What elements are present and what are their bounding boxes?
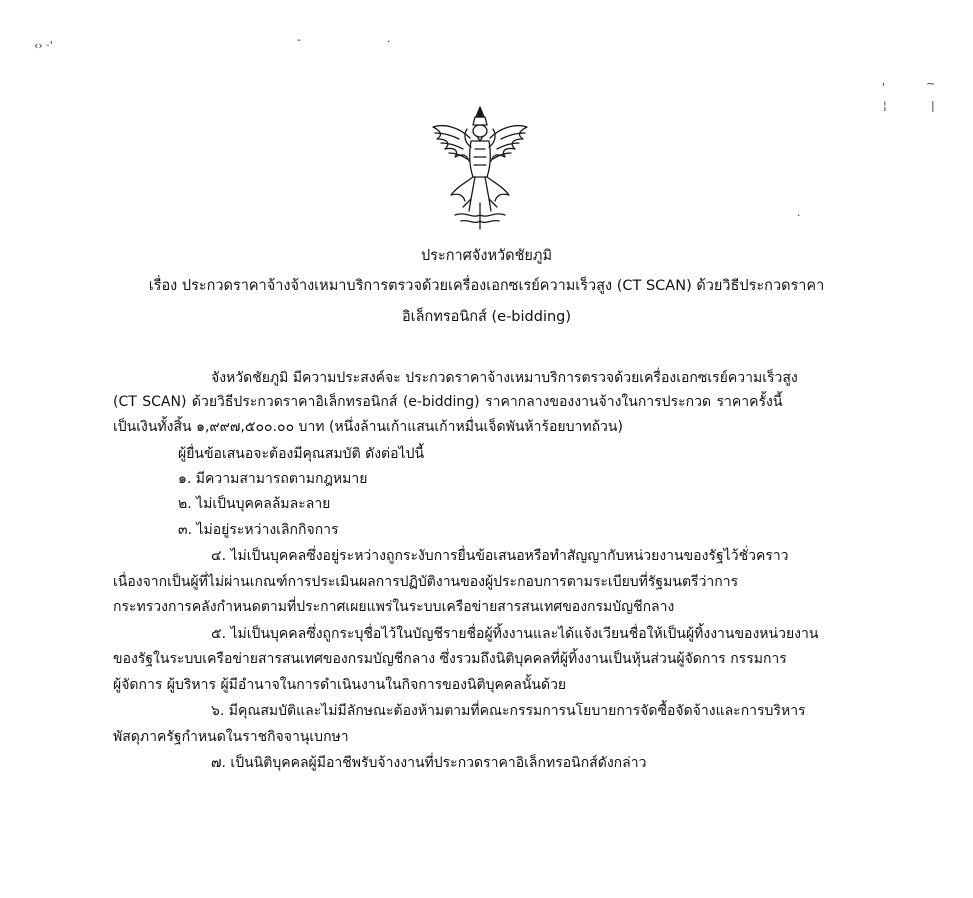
scan-mark: ‹› ·' [34, 39, 53, 52]
qualification-item-continued: กระทรวงการคลังกำหนดตามที่ประกาศเผยแพร่ในระบบเครือข่ายสารสนเทศของกรมบัญชีกลาง [113, 599, 675, 615]
garuda-emblem-icon [425, 103, 535, 233]
qualification-item-continued: เนื่องจากเป็นผู้ที่ไม่ผ่านเกณฑ์การประเมินผลการปฏิบัติงานของผู้ประกอบการตามระเบียบที่รัฐมนตรีว่าการ [113, 574, 739, 590]
subject-line-1: เรื่อง ประกวดราคาจ้างจ้างเหมาบริการตรวจด้วยเครื่องเอกซเรย์ความเร็วสูง (CT SCAN) ด้วยวิธีประกวดราคา [148, 278, 825, 294]
qualification-item: ๖. มีคุณสมบัติและไม่มีลักษณะต้องห้ามตามที่คณะกรรมการนโยบายการจัดซื้อจัดจ้างและการบริหาร [211, 703, 806, 719]
qualifications-intro: ผู้ยื่นข้อเสนอจะต้องมีคุณสมบัติ ดังต่อไปนี้ [178, 446, 425, 462]
qualification-item: ๑. มีความสามารถตามกฎหมาย [178, 471, 368, 487]
scan-mark: ~ [926, 77, 936, 90]
subject-line-2: อิเล็กทรอนิกส์ (e-bidding) [401, 309, 572, 325]
paragraph-line: จังหวัดชัยภูมิ มีความประสงค์จะ ประกวดราคาจ้างเหมาบริการตรวจด้วยเครื่องเอกซเรย์ความเร็วสูง [211, 370, 798, 386]
qualification-item: ๕. ไม่เป็นบุคคลซึ่งถูกระบุชื่อไว้ในบัญชีรายชื่อผู้ทิ้งงานและได้แจ้งเวียนชื่อให้เป็นผู้ทิ้งงานของหน่วยงาน [211, 626, 819, 642]
qualification-item: ๒. ไม่เป็นบุคคลล้มละลาย [178, 496, 331, 512]
scan-mark: · [387, 35, 391, 48]
scan-mark: ' [882, 81, 886, 94]
qualification-item: ๗. เป็นนิติบุคคลผู้มีอาชีพรับจ้างงานที่ประกวดราคาอิเล็กทรอนิกส์ดังกล่าว [211, 755, 647, 771]
announcement-title: ประกาศจังหวัดชัยภูมิ [420, 248, 553, 264]
qualification-item: ๔. ไม่เป็นบุคคลซึ่งอยู่ระหว่างถูกระงับการยื่นข้อเสนอหรือทำสัญญากับหน่วยงานของรัฐไว้ชั่วคราว [211, 548, 789, 564]
qualification-item: ๓. ไม่อยู่ระหว่างเลิกกิจการ [178, 522, 339, 538]
paragraph-line: (CT SCAN) ด้วยวิธีประกวดราคาอิเล็กทรอนิกส์ (e-bidding) ราคากลางของงานจ้างในการประกวด ราคาครั้งนี้ [113, 394, 783, 410]
qualification-item-continued: ผู้จัดการ ผู้บริหาร ผู้มีอำนาจในการดำเนินงานในกิจการของนิติบุคคลนั้นด้วย [113, 677, 567, 693]
scan-mark: ¦ [883, 99, 887, 112]
qualification-item-continued: ของรัฐในระบบเครือข่ายสารสนเทศของกรมบัญชีกลาง ซึ่งรวมถึงนิติบุคคลที่ผู้ทิ้งงานเป็นหุ้นส่วนผู้จัดการ กรรมการ [113, 651, 787, 667]
scan-mark: - [297, 33, 301, 46]
scan-mark: | [931, 99, 935, 112]
qualification-item-continued: พัสดุภาครัฐกำหนดในราชกิจจานุเบกษา [113, 729, 349, 745]
paragraph-line: เป็นเงินทั้งสิ้น ๑,๙๙๗,๕๐๐.๐๐ บาท (หนึ่งล้านเก้าแสนเก้าหมื่นเจ็ดพันห้าร้อยบาทถ้วน) [113, 419, 623, 435]
scan-mark: · [797, 209, 801, 222]
